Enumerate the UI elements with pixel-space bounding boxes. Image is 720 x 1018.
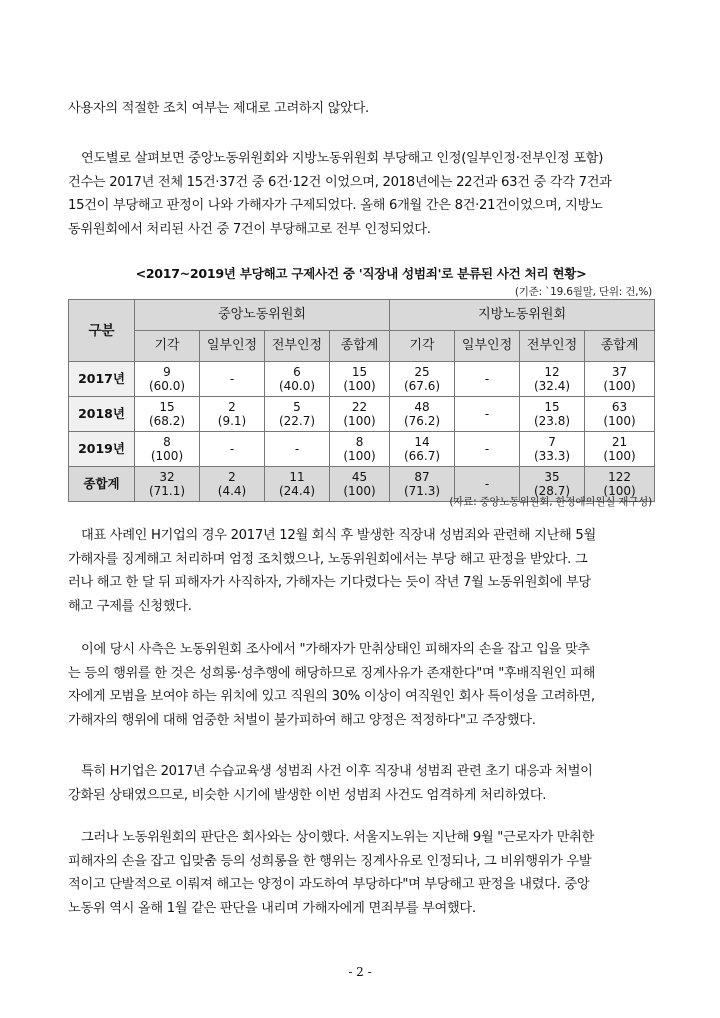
cell-count: 87 <box>414 470 430 484</box>
cell-count: - <box>229 372 235 386</box>
paragraph-line: 러나 해고 한 달 뒤 피해자가 사직하자, 가해자는 기다렸다는 듯이 작년 7월 노동위원회에 부당 <box>68 575 591 590</box>
table-cell <box>330 467 390 502</box>
table-cell <box>265 397 330 432</box>
cell-count: - <box>484 477 490 491</box>
column-header: 종합계 <box>330 331 390 362</box>
cell-count: 37 <box>611 365 628 379</box>
cell-count: 6 <box>293 365 301 379</box>
table-cell <box>520 432 585 467</box>
paragraph-line: 15건이 부당해고 판정이 나와 가해자가 구제되었다. 올해 6개월 간은 8건·21건이었으며, 지방노 <box>68 198 603 213</box>
table-cell <box>585 432 655 467</box>
column-header: 일부인정 <box>455 331 520 362</box>
paragraph-line: 가해자의 행위에 대해 엄중한 처벌이 불가피하여 해고 양정은 적정하다"고 주장했다. <box>68 712 536 728</box>
cell-percent: (100) <box>603 379 636 393</box>
table-source-note: (자료: 중앙노동위원회, 한정애의원실 재구성) <box>449 496 652 508</box>
page-number: - 2 - <box>348 965 372 979</box>
cell-percent: (4.4) <box>217 484 247 498</box>
group-header-central: 중앙노동위원회 <box>135 300 390 331</box>
cell-count: 2 <box>228 400 236 414</box>
paragraph-3 <box>68 524 654 618</box>
table-cell <box>330 362 390 397</box>
cell-percent: (24.4) <box>278 484 316 498</box>
cell-count: - <box>294 442 300 456</box>
table-cell <box>135 467 200 502</box>
table-cell <box>520 362 585 397</box>
cell-percent: (68.2) <box>148 414 186 428</box>
table-cell <box>330 397 390 432</box>
cell-count: 63 <box>611 400 628 414</box>
column-header: 종합계 <box>585 331 655 362</box>
cell-percent: (60.0) <box>148 379 186 393</box>
paragraph-line: 그러나 노동위원회의 판단은 회사와는 상이했다. 서울지노위는 지난해 9월 "근로자가 만취한 <box>81 830 595 845</box>
table-cell <box>455 397 520 432</box>
table-cell <box>265 467 330 502</box>
column-header: 기각 <box>135 331 200 362</box>
cell-percent: (9.1) <box>217 414 247 428</box>
table-cell <box>390 397 455 432</box>
row-label: 2018년 <box>69 397 135 432</box>
cell-count: 45 <box>351 470 368 484</box>
cell-count: 21 <box>611 435 628 449</box>
cell-percent: (100) <box>343 379 376 393</box>
paragraph-line: 연도별로 살펴보면 중앙노동위원회와 지방노동위원회 부당해고 인정(일부인정·전부인정 포함) <box>81 151 604 166</box>
cell-percent: (100) <box>603 414 636 428</box>
paragraph-1 <box>68 97 654 121</box>
cell-count: 25 <box>414 365 430 379</box>
row-header-label: 구분 <box>69 300 135 362</box>
cell-percent: (100) <box>603 449 636 463</box>
cell-percent: (100) <box>150 449 184 463</box>
table-cell <box>455 432 520 467</box>
table-body <box>69 362 655 502</box>
table-cell <box>265 362 330 397</box>
paragraph-line: 자에게 모범을 보여야 하는 위치에 있고 직원의 30% 이상이 여직원인 회사 특이성을 고려하면, <box>68 689 595 704</box>
table-cell <box>200 362 265 397</box>
cell-percent: (66.7) <box>403 449 441 463</box>
column-header: 기각 <box>390 331 455 362</box>
row-label: 2019년 <box>69 432 135 467</box>
cell-count: 14 <box>414 435 430 449</box>
group-header-regional: 지방노동위원회 <box>390 300 655 331</box>
cell-count: 8 <box>163 435 171 449</box>
row-label: 종합계 <box>69 467 135 502</box>
paragraph-5 <box>68 760 654 807</box>
paragraph-line: 가해자를 징계해고 처리하며 엄정 조치했으나, 노동위원회에서는 부당 해고 판정을 받았다. 그 <box>68 551 588 567</box>
cell-count: 15 <box>544 400 560 414</box>
cell-count: - <box>484 372 490 386</box>
table-cell <box>520 397 585 432</box>
column-header: 일부인정 <box>200 331 265 362</box>
cell-count: 32 <box>159 470 175 484</box>
paragraph-line: 동위원회에서 처리된 사건 중 7건이 부당해고로 전부 인정되었다. <box>68 221 431 237</box>
cell-percent: (76.2) <box>403 414 441 428</box>
table-row <box>69 432 655 467</box>
paragraph-line: 이에 당시 사측은 노동위원회 조사에서 "가해자가 만취상태인 피해자의 손을 잡고 입을 맞추 <box>81 642 590 657</box>
table-cell <box>390 362 455 397</box>
cell-count: 7 <box>548 435 556 449</box>
cell-count: 9 <box>163 365 171 379</box>
cell-percent: (22.7) <box>278 414 316 428</box>
table-cell <box>135 432 200 467</box>
table-row <box>69 397 655 432</box>
table-row <box>69 362 655 397</box>
table-cell <box>390 467 455 502</box>
paragraph-line: 피해자의 손을 잡고 입맞춤 등의 성희롱을 한 행위는 징계사유로 인정되나, 그 비위행위가 우발 <box>68 853 592 869</box>
cell-count: 11 <box>289 470 305 484</box>
paragraph-line: 특히 H기업은 2017년 수습교육생 성범죄 사건 이후 직장내 성범죄 관련 초기 대응과 처벌이 <box>81 764 593 779</box>
table-cell <box>455 362 520 397</box>
cell-percent: (23.8) <box>533 414 571 428</box>
paragraph-line: 노동위 역시 올해 1월 같은 판단을 내리며 가해자에게 면죄부를 부여했다. <box>68 900 476 916</box>
cell-count: - <box>229 442 235 456</box>
cell-count: - <box>484 442 490 456</box>
table-cell <box>585 362 655 397</box>
paragraph-line: 는 등의 행위를 한 것은 성희롱·성추행에 해당하므로 징계사유가 존재한다"며 "후배직원인 피해 <box>68 665 596 681</box>
cell-count: 15 <box>351 365 368 379</box>
column-header: 전부인정 <box>520 331 585 362</box>
cell-percent: (100) <box>343 449 376 463</box>
cell-percent: (28.7) <box>533 484 571 498</box>
table-cell <box>585 397 655 432</box>
table-cell <box>265 432 330 467</box>
cell-count: 12 <box>544 365 560 379</box>
column-header: 전부인정 <box>265 331 330 362</box>
table-cell <box>200 397 265 432</box>
cell-percent: (40.0) <box>278 379 316 393</box>
cell-percent: (71.1) <box>148 484 186 498</box>
cell-percent: (67.6) <box>403 379 441 393</box>
paragraph-4 <box>68 638 654 732</box>
cell-count: 35 <box>544 470 560 484</box>
paragraph-line: 대표 사례인 H기업의 경우 2017년 12월 회식 후 발생한 직장내 성범죄와 관련해 지난해 5월 <box>81 528 596 543</box>
cell-percent: (100) <box>343 414 376 428</box>
cell-count: 22 <box>351 400 368 414</box>
table-cell <box>135 397 200 432</box>
paragraph-line: 적이고 단발적으로 이뤄져 해고는 양정이 과도하여 부당하다"며 부당해고 판정을 내렸다. 중앙 <box>68 877 590 892</box>
table-title: <2017~2019년 부당해고 구제사건 중 '직장내 성범죄'로 분류된 사건 처리 현황> <box>135 266 587 281</box>
cell-count: - <box>484 407 490 421</box>
table-cell <box>200 432 265 467</box>
cell-count: 5 <box>293 400 301 414</box>
cell-count: 48 <box>414 400 430 414</box>
cell-count: 8 <box>355 435 364 449</box>
paragraph-2 <box>68 147 654 241</box>
cell-percent: (71.3) <box>403 484 441 498</box>
paragraph-line: 사용자의 적절한 조치 여부는 제대로 고려하지 않았다. <box>68 101 369 116</box>
cell-percent: (33.3) <box>533 449 571 463</box>
case-statistics-table <box>68 299 655 502</box>
table-cell <box>200 467 265 502</box>
table-basis-note: (기준: `19.6월말, 단위: 건,%) <box>514 286 652 298</box>
paragraph-line: 강화된 상태였으므로, 비슷한 시기에 발생한 이번 성범죄 사건도 엄격하게 처리하였다. <box>68 787 547 803</box>
paragraph-6 <box>68 826 654 920</box>
row-label: 2017년 <box>69 362 135 397</box>
cell-percent: (32.4) <box>533 379 571 393</box>
paragraph-line: 건수는 2017년 전체 15건·37건 중 6건·12건 이었으며, 2018년에는 22건과 63건 중 각각 7건과 <box>68 174 612 190</box>
cell-count: 122 <box>608 470 631 484</box>
cell-count: 2 <box>228 470 236 484</box>
table-cell <box>330 432 390 467</box>
table-cell <box>135 362 200 397</box>
cell-percent: (100) <box>343 484 376 498</box>
cell-percent: (100) <box>603 484 636 498</box>
table-cell <box>390 432 455 467</box>
paragraph-line: 해고 구제를 신청했다. <box>68 598 192 614</box>
cell-count: 15 <box>159 400 175 414</box>
